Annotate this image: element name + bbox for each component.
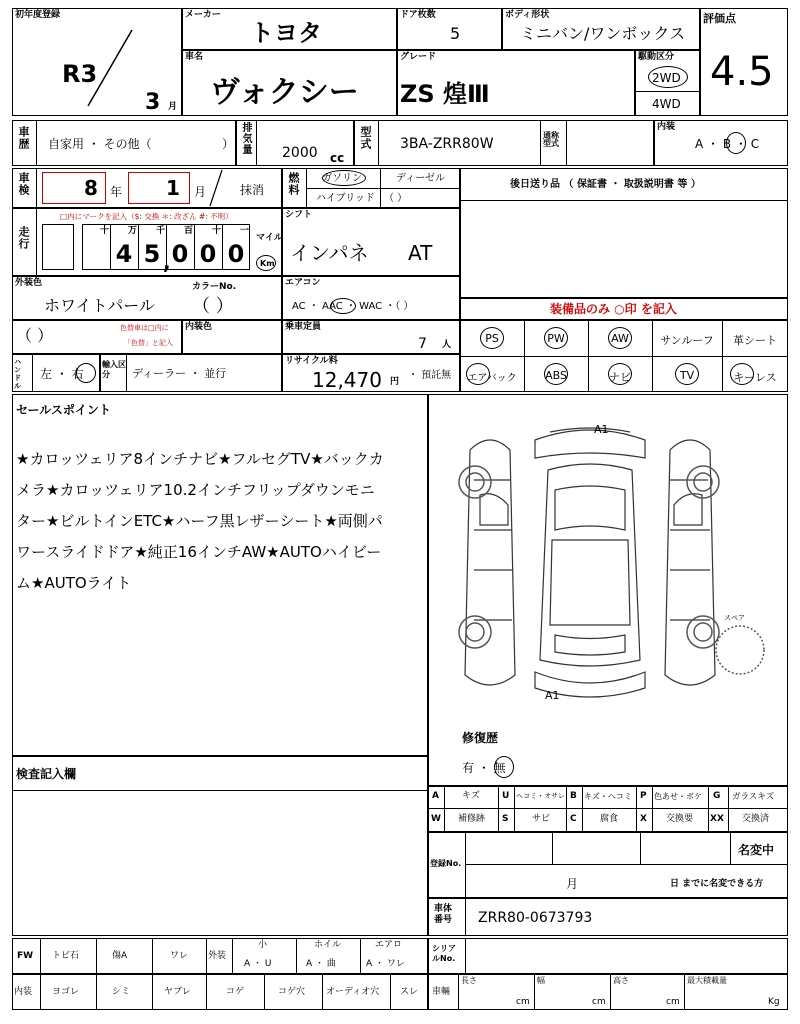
handle-right-circle	[76, 363, 96, 383]
mileage-digit: 4	[115, 240, 133, 268]
registration-year: R3	[62, 60, 98, 88]
equipment-tv[interactable]: TV	[679, 369, 695, 382]
legend-code: C	[570, 814, 577, 824]
small-value[interactable]: A ・ U	[244, 959, 272, 969]
sales-line: メラ★カロッツェリア10.2インチフリップダウンモニ	[16, 481, 375, 499]
fuel-gasoline-circle	[322, 170, 366, 186]
history-value: 自家用 ・ その他（	[48, 137, 152, 151]
shift-value: インパネ	[290, 241, 369, 265]
width-label: 幅	[537, 976, 545, 985]
registration-month: 月	[566, 877, 579, 891]
inspection-notes-box	[12, 756, 428, 936]
equipment-pw-circle	[544, 327, 568, 349]
km-circle	[256, 255, 276, 271]
displacement-value: 2000	[282, 145, 318, 161]
color-no-paren: （ ）	[192, 296, 234, 317]
color-no-label: カラーNo.	[192, 282, 237, 292]
mileage-note: □内にマークを記入（$: 交換 ＊: 改ざん #: 不明）	[60, 212, 233, 221]
damage-mark-top: A1	[594, 423, 609, 436]
legend-text: 腐食	[600, 814, 619, 824]
equipment-ps-circle	[480, 327, 504, 349]
digit-unit-1: 万	[128, 226, 138, 236]
mileage-digit: 0	[171, 240, 189, 268]
legend-code: X	[640, 814, 647, 824]
color-change-paren: （ ）	[16, 326, 54, 345]
inspection-month: 1	[166, 176, 180, 200]
drive-label: 駆動区分	[638, 52, 675, 62]
legend-text: サビ	[532, 814, 551, 824]
recycle-unit: 円	[390, 377, 400, 387]
km-label[interactable]: Km	[260, 259, 275, 268]
repair-none-circle	[494, 756, 514, 778]
body-value: ミニバン/ワンボックス	[520, 24, 686, 43]
maker-label: メーカー	[185, 10, 221, 20]
mileage-digit: 0	[227, 240, 245, 268]
equipment-aw[interactable]: AW	[611, 332, 629, 345]
model-label: 型式	[359, 126, 372, 150]
equipment-navi-circle	[608, 363, 632, 385]
handle-value[interactable]: 左 ・ 右	[40, 367, 84, 381]
registration-day-text: 日 までに名変できる方	[670, 879, 764, 889]
legend-code: W	[431, 814, 441, 824]
vin-value: ZRR80-0673793	[478, 910, 593, 926]
aero-label: エアロ	[375, 940, 403, 950]
interior-grades[interactable]: A ・ B ・ C	[695, 137, 760, 151]
fuel-hybrid[interactable]: ハイブリッド	[316, 193, 375, 204]
interior-damage-label: 内装	[14, 987, 33, 997]
legend-code: B	[570, 791, 577, 801]
registration-label: 登録No.	[430, 859, 462, 868]
inspection-year: 8	[84, 176, 98, 200]
interior-burn-hole[interactable]: コゲ穴	[278, 987, 306, 997]
mileage-digit: 0	[199, 240, 217, 268]
capacity-label: 乗車定員	[285, 322, 322, 332]
height-label: 高さ	[613, 976, 629, 985]
car-name-value: ヴォクシー	[210, 75, 359, 110]
interior-stain[interactable]: シミ	[112, 987, 131, 997]
equipment-abs[interactable]: ABS	[545, 369, 567, 382]
legend-text: ガラスキズ	[732, 792, 775, 802]
legend-text: ヘコミ・オサレ	[516, 792, 565, 800]
mileage-label: 走行	[17, 226, 30, 250]
equipment-aw-circle	[608, 327, 632, 349]
equipment-keyless[interactable]: キーレス	[733, 371, 777, 384]
equipment-pw[interactable]: PW	[547, 332, 565, 345]
car-name-label: 車名	[185, 52, 204, 62]
inspection-notes-title: 検査記入欄	[16, 767, 77, 781]
equipment-ps[interactable]: PS	[485, 332, 499, 345]
equipment-navi[interactable]: ナビ	[609, 371, 631, 384]
legend-text: キズ・ヘコミ	[584, 792, 632, 801]
legend-text: 交換済	[742, 814, 770, 824]
interior-dirt[interactable]: ヨゴレ	[52, 987, 80, 997]
capacity-unit: 人	[442, 340, 452, 350]
legend-text: キズ	[462, 791, 480, 801]
fw-crack[interactable]: ワレ	[170, 951, 189, 961]
wheel-label: ホイル	[314, 940, 342, 950]
interior-scuff[interactable]: スレ	[400, 987, 419, 997]
import-value[interactable]: ディーラー ・ 並行	[132, 367, 227, 380]
grade-label: グレード	[400, 52, 437, 62]
score-value: 4.5	[710, 49, 774, 95]
sales-line: ム★AUTOライト	[16, 574, 132, 592]
body-label: ボディ形状	[505, 10, 550, 20]
equipment-leather[interactable]: 革シート	[733, 334, 777, 347]
mile-label[interactable]: マイル	[256, 233, 283, 243]
interior-label: 内装	[657, 122, 676, 132]
recycle-label: リサイクル料	[285, 356, 338, 366]
aircon-aac-circle	[330, 298, 356, 314]
interior-color-label: 内装色	[185, 322, 213, 332]
score-label: 評価点	[703, 12, 736, 25]
doors-label: ドア枚数	[400, 10, 436, 20]
sales-line: ワースライドドア★純正16インチAW★AUTOハイビー	[16, 543, 382, 561]
fuel-paren: （ ）	[384, 193, 408, 204]
displacement-unit: cc	[330, 151, 345, 165]
fw-label: FW	[17, 951, 34, 961]
drive-2wd-circle	[648, 66, 688, 88]
interior-b-circle	[726, 132, 746, 154]
digit-unit-3: 百	[184, 226, 194, 236]
equipment-tv-circle	[675, 363, 699, 385]
digit-unit-4: 十	[212, 226, 222, 236]
model-cell	[354, 120, 654, 166]
repair-history-label: 修復歴	[462, 731, 499, 745]
repair-history-value[interactable]: 有 ・ 無	[462, 761, 506, 775]
legend-code: P	[640, 791, 647, 801]
damage-legend	[428, 786, 788, 832]
interior-tear[interactable]: ヤブレ	[164, 987, 191, 997]
exterior-label: 外装	[208, 951, 227, 961]
equipment-sunroof[interactable]: サンルーフ	[660, 334, 714, 347]
legend-code: XX	[710, 814, 724, 824]
dimensions-label: 車輛	[432, 987, 451, 997]
sales-line: ★カロッツェリア8インチナビ★フルセグTV★バックカ	[16, 450, 384, 468]
capacity-value: 7	[418, 336, 427, 352]
docs-label: 後日送り品 （ 保証書 ・ 取扱説明書 等 ）	[510, 179, 701, 190]
fuel-label: 燃料	[287, 172, 300, 196]
equipment-title: 装備品のみ ○印 を記入	[550, 302, 677, 316]
length-unit: cm	[516, 997, 530, 1007]
width-unit: cm	[592, 997, 606, 1007]
equipment-airbag-circle	[466, 363, 490, 385]
history-close: ）	[222, 137, 235, 151]
equipment-airbag[interactable]: エアバック	[467, 373, 517, 384]
spare-label: スペア	[724, 614, 745, 622]
common-model-label: 通称型式	[543, 131, 559, 148]
legend-code: A	[432, 791, 439, 801]
equipment-keyless-circle	[730, 363, 754, 385]
serial-label: シリアルNo.	[432, 944, 456, 963]
legend-text: 交換要	[666, 814, 694, 824]
legend-text: 補修跡	[458, 814, 486, 824]
displacement-label: 排気量	[240, 122, 251, 155]
legend-text: 色あせ・ボケ	[654, 792, 702, 801]
aircon-value[interactable]: AC ・ AAC ・ WAC ・（ ）	[292, 301, 414, 312]
drive-2wd[interactable]: 2WD	[652, 71, 681, 85]
inspection-month-box[interactable]	[128, 172, 190, 204]
mileage-comma: ,	[163, 250, 171, 274]
damage-mark-bottom: A1	[545, 689, 560, 702]
digit-unit-5: 一	[240, 226, 250, 236]
mileage-digit: 5	[143, 240, 161, 268]
first-registration-label: 初年度登録	[15, 10, 61, 20]
sales-line: ター★ビルトインETC★ハーフ黒レザーシート★両側パ	[16, 512, 383, 530]
transmission-value: AT	[408, 241, 433, 265]
handle-label: ハンドル	[14, 358, 21, 390]
vin-label: 車体番号	[434, 904, 453, 925]
max-load-unit: Kg	[768, 997, 780, 1007]
dimensions-box	[428, 974, 788, 1010]
grade-value: ZS 煌Ⅲ	[400, 80, 490, 108]
max-load-label: 最大積載量	[687, 976, 727, 985]
shift-label: シフト	[285, 210, 313, 220]
mileage-mark-box[interactable]	[42, 224, 74, 270]
history-label: 車歴	[17, 126, 30, 150]
slash-divider	[85, 28, 135, 108]
year-unit: 年	[110, 185, 123, 199]
equipment-abs-circle	[544, 363, 568, 385]
color-change-note-1: 色替車は□内に	[120, 324, 169, 332]
fw-chip[interactable]: トビ石	[52, 951, 80, 961]
digit-unit-2: 千	[156, 226, 166, 236]
import-label: 輸入区分	[102, 360, 126, 379]
fw-scratch[interactable]: 傷A	[112, 951, 128, 961]
inspection-label: 車検	[17, 172, 30, 196]
aero-value[interactable]: A ・ ワレ	[366, 959, 405, 969]
height-unit: cm	[666, 997, 680, 1007]
exterior-color-label: 外装色	[15, 278, 43, 288]
digit-unit-0: 十	[100, 226, 110, 236]
small-label: 小	[258, 940, 268, 950]
aircon-label: エアコン	[285, 278, 321, 288]
name-change-label[interactable]: 名変中	[738, 843, 775, 857]
legend-code: U	[502, 791, 510, 801]
registration-month: 3	[145, 90, 161, 115]
fuel-gasoline[interactable]: ガソリン	[322, 173, 362, 184]
mileage-digits	[82, 224, 252, 274]
exterior-color-value: ホワイトパール	[44, 296, 155, 315]
month-unit-2: 月	[194, 185, 207, 199]
car-diagram	[440, 410, 780, 710]
wheel-value[interactable]: A ・ 曲	[306, 959, 336, 969]
month-unit: 月	[168, 102, 178, 112]
delisted-label[interactable]: 抹消	[240, 183, 265, 197]
recycle-value: 12,470	[312, 368, 382, 392]
legend-code: G	[713, 791, 721, 801]
doors-value: 5	[450, 24, 461, 43]
deposit-label[interactable]: ・ 預託無	[408, 370, 452, 381]
length-label: 長さ	[461, 976, 477, 985]
sales-point-text	[16, 444, 426, 599]
interior-audio-hole[interactable]: オーディオ穴	[326, 987, 380, 997]
equipment-grid	[460, 320, 788, 392]
serial-box	[428, 938, 788, 974]
maker-value: トヨタ	[250, 19, 322, 47]
interior-burn[interactable]: コゲ	[226, 987, 245, 997]
fuel-diesel[interactable]: ディーゼル	[396, 173, 445, 184]
inspection-slash	[206, 168, 226, 208]
model-value: 3BA-ZRR80W	[400, 136, 494, 152]
color-change-note-2: 「色替」と記入	[124, 339, 173, 347]
sales-point-title: セールスポイント	[16, 403, 111, 417]
legend-code: S	[502, 814, 509, 824]
drive-4wd[interactable]: 4WD	[652, 97, 681, 111]
